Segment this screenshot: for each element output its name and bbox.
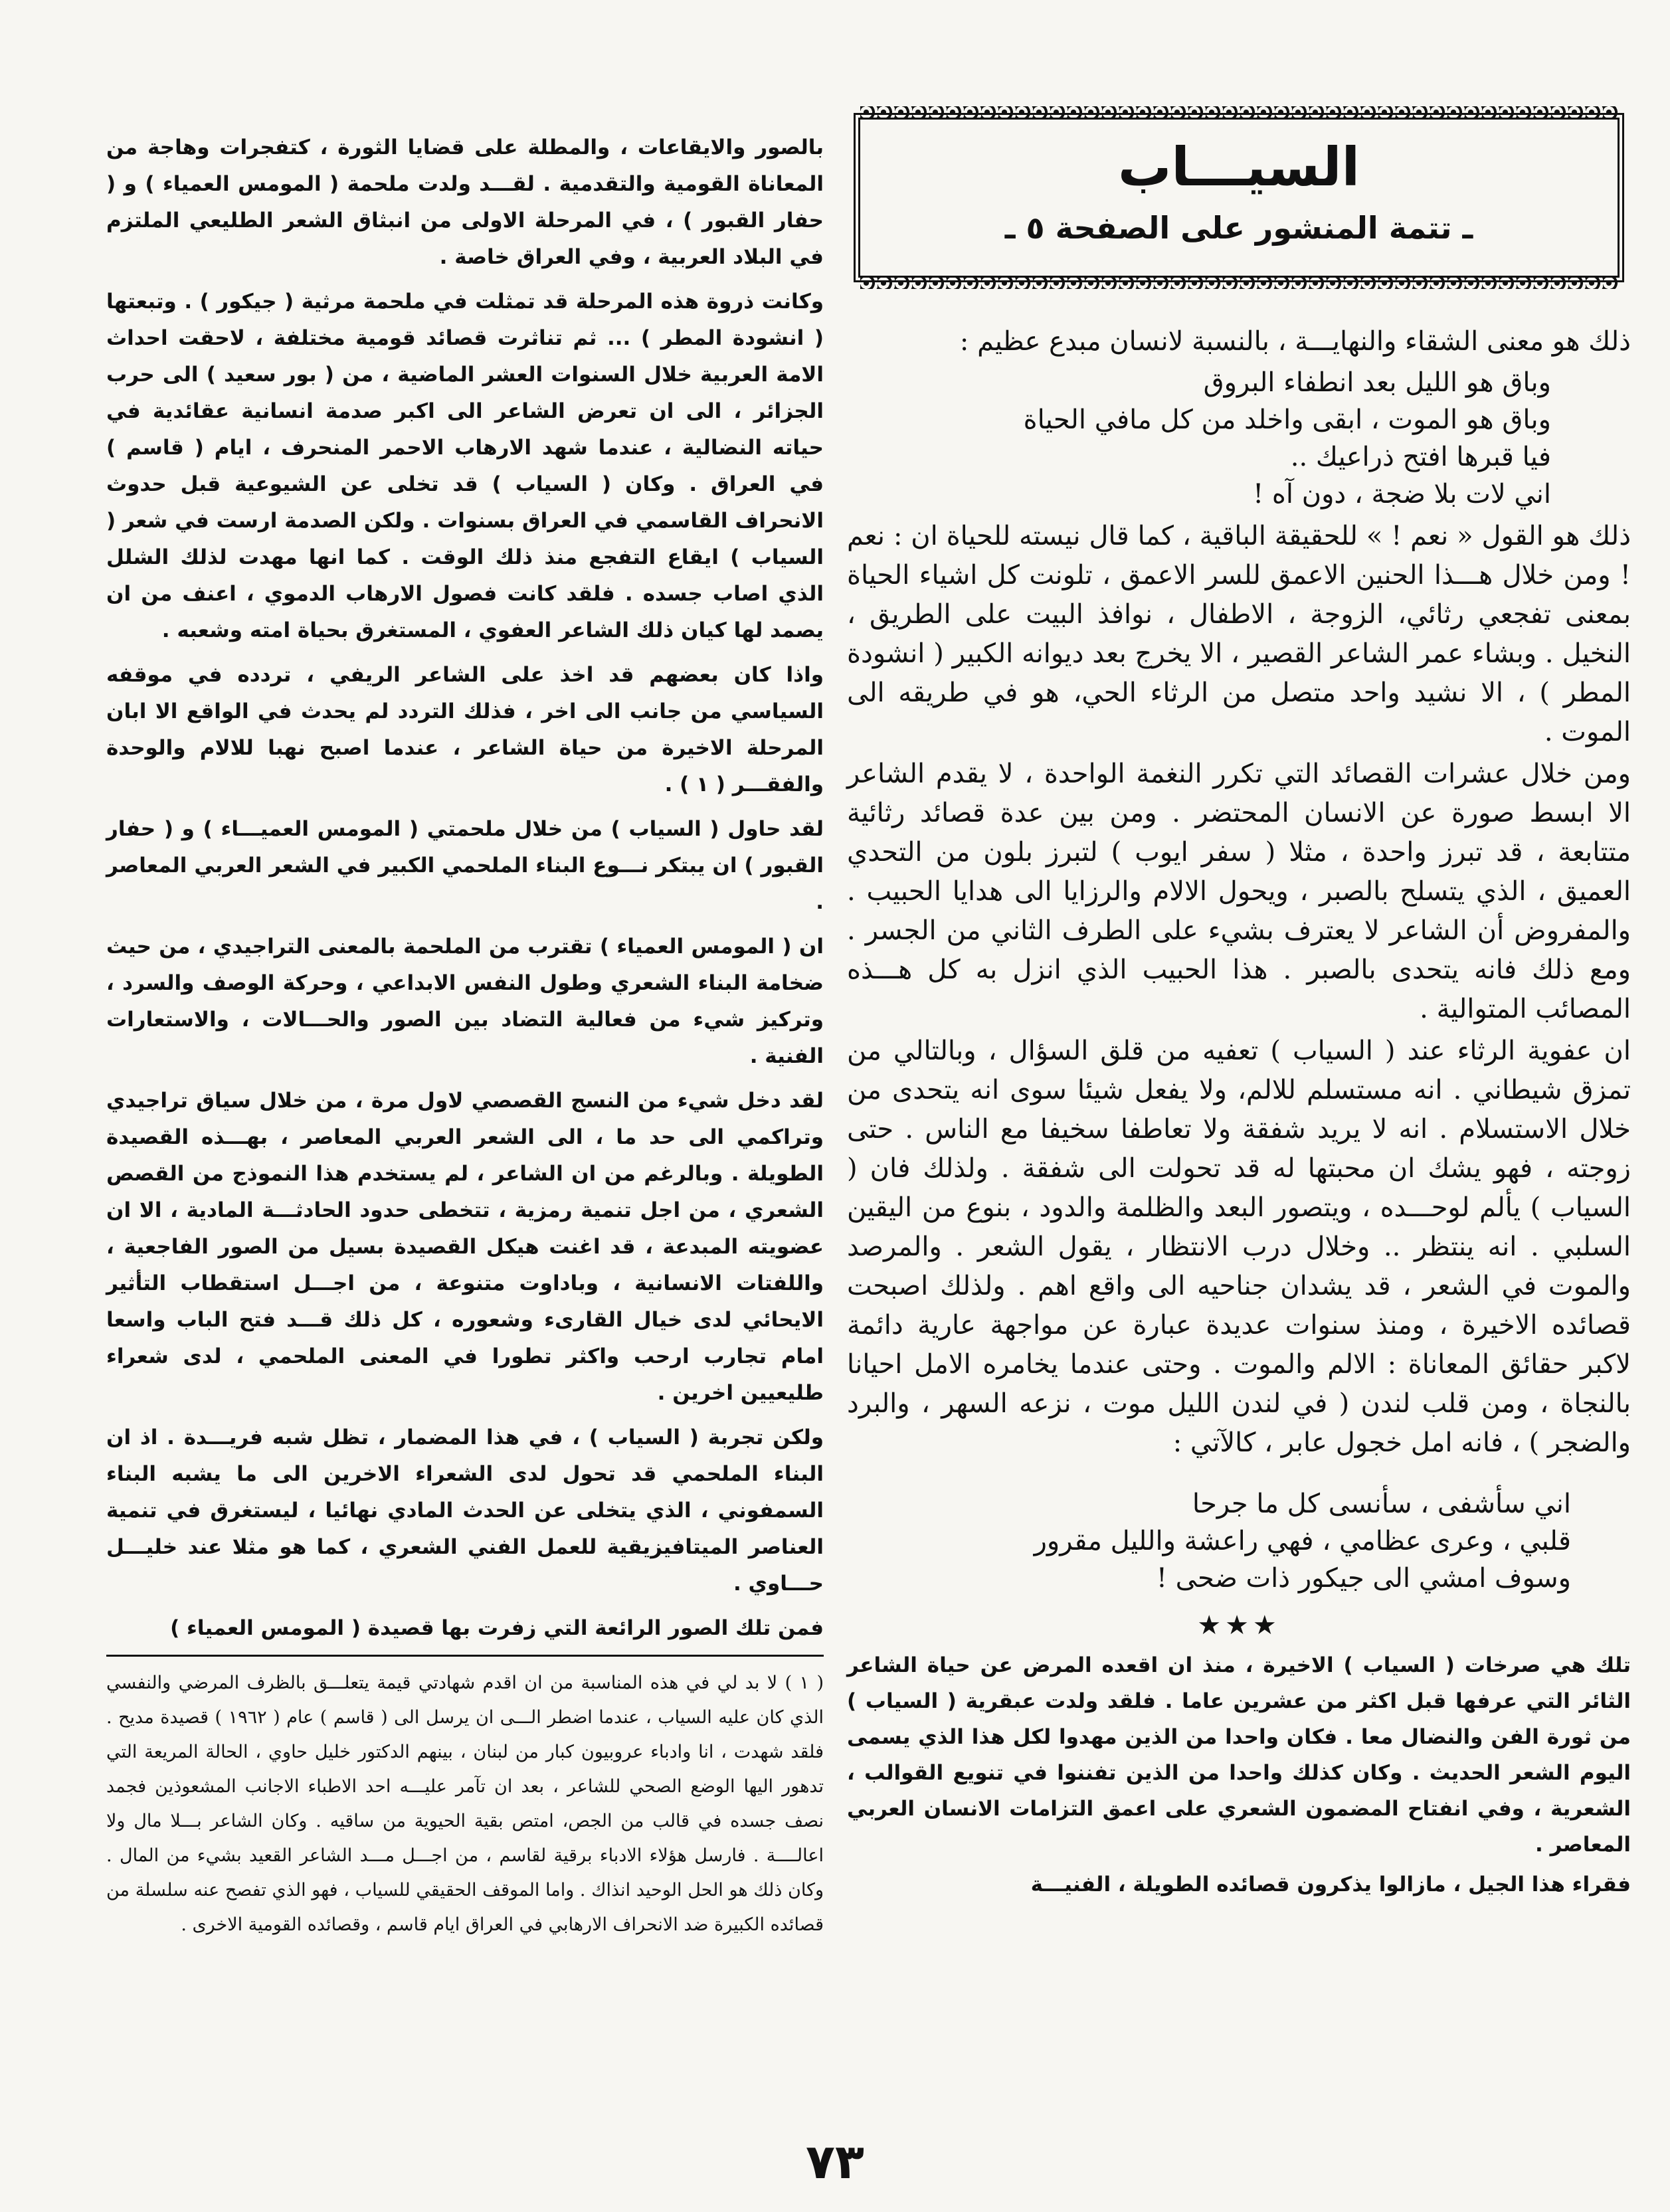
right-column <box>847 113 1631 1906</box>
paragraph: ولكن تجربة ( السياب ) ، في هذا المضمار ، تظل شبه فريـــدة . اذ ان البناء الملحمي قد تحول لدى الشعراء الاخرين الى ما يشبه البناء السمفوني ، الذي يتخلى عن الحدث المادي نهائيا ، ليستغرق في تنمية العناصر الميتافيزيقية للعمل الفني الشعري ، كما هو مثلا عند خليـــل حـــاوي . <box>106 1426 824 1596</box>
verse-line: وباق هو الليل بعد انطفاء البروق <box>1203 367 1551 398</box>
footnote-text: ( ١ ) لا بد لي في هذه المناسبة من ان اقدم شهادتي قيمة يتعلـــق بالظرف المرضي والنفسي الذي كان عليه السياب ، عندما اضطر الـــى ان يرسل الى ( قاسم ) عام ( ١٩٦٢ ) قصيدة مديح . فلقد شهدت ، انا وادباء عروبيون كبار من لبنان ، بينهم الدكتور خليل حاوي ، الحالة المريعة التي تدهور اليها الوضع الصحي للشاعر ، بعد ان تآمر عليـــه احد الاطباء الاجانب المشعوذين فجمد نصف جسده في قالب من الجص، امتص بقية الحيوية من ساقيه . وكان الشاعر بـــلا مال ولا اعالــــة . فارسل هؤلاء الادباء برقية لقاسم ، من اجـــل مـــد الشاعر القعيد بشيء من المال . وكان ذلك هو الحل الوحيد انذاك . واما الموقف الحقيقي للسياب ، فهو الذي تفصح عنه سلسلة من قصائده الكبيرة ضد الانحراف الارهابي في العراق ايام قاسم ، وقصائده القومية الاخرى . <box>106 1673 824 1935</box>
left-column <box>106 130 824 1942</box>
verse-block-2 <box>847 1485 1631 1597</box>
article-subtitle: ـ تتمة المنشور على الصفحة ٥ ـ <box>1004 210 1473 246</box>
paragraph: واذا كان بعضهم قد اخذ على الشاعر الريفي ، تردده في موقفه السياسي من جانب الى اخر ، فذلك التردد لم يحدث في الواقع الا ابان المرحلة الاخيرة من حياة الشاعر ، عندما اصبح نهبا للالام والوحدة والفقـــر ( ١ ) . <box>106 663 824 796</box>
page-number: ٧٣ <box>806 2134 864 2189</box>
paragraph: ان ( المومس العمياء ) تقترب من الملحمة بالمعنى التراجيدي ، من حيث ضخامة البناء الشعري وطول النفس الابداعي ، وحركة الوصف والسرد ، وتركيز شيء من فعالية التضاد بين الصور والحـــالات ، والاستعارات الفنية . <box>106 935 824 1068</box>
verse-line: قلبي ، وعرى عظامي ، فهي راعشة والليل مقرور <box>1034 1526 1571 1556</box>
paragraph: بالصور والايقاعات ، والمطلة على قضايا الثورة ، كتفجرات وهاجة من المعاناة القومية والتقدمية . لقـــد ولدت ملحمة ( المومس العمياء ) و ( حفار القبور ) ، في المرحلة الاولى من انبثاق الشعر الطليعي الملتزم في البلاد العربية ، وفي العراق خاصة . <box>106 136 824 269</box>
intro-paragraph: ذلك هو معنى الشقاء والنهايـــة ، بالنسبة لانسان مبدع عظيم : <box>959 326 1631 357</box>
ornament-border-bottom <box>860 277 1618 289</box>
section-separator-stars: ★★★ <box>1197 1610 1281 1641</box>
left-column-prose <box>106 130 824 1647</box>
paragraph: لقد دخل شيء من النسج القصصي لاول مرة ، من خلال سياق تراجيدي وتراكمي الى حد ما ، الى الشعر العربي المعاصر ، بهـــذه القصيدة الطويلة . وبالرغم من ان الشاعر ، لم يستخدم هذا النموذج من القصص الشعري ، من اجل تنمية رمزية ، تتخطى حدود الحادثـــة المادية ، الا ان عضويته المبدعة ، قد اغنت هيكل القصيدة بسيل من الصور الفاجعية ، واللفتات الانسانية ، وباداوت متنوعة ، من اجـــل استقطاب التأثير الايحائي لدى خيال القارىء وشعوره ، كل ذلك قـــد فتح الباب واسعا امام تجارب ارحب واكثر تطورا في المعنى الملحمي ، لدى شعراء طليعيين اخرين . <box>106 1089 824 1405</box>
footnote-divider <box>106 1655 824 1657</box>
paragraph: تلك هي صرخات ( السياب ) الاخيرة ، منذ ان اقعده المرض عن حياة الشاعر الثائر التي عرفها قبل اكثر من عشرين عاما . فلقد ولدت عبقرية ( السياب ) من ثورة الفن والنضال معا . فكان واحدا من الذين مهدوا لكل هذا الذي يسمى اليوم الشعر الحديث . وكان كذلك واحدا من الذين تفننوا في تنويع القوالب ، الشعرية ، وفي انفتاح المضمون الشعري على اعمق التزامات الانسان العربي المعاصر . <box>847 1653 1631 1857</box>
paragraph: ومن خلال عشرات القصائد التي تكرر النغمة الواحدة ، لا يقدم الشاعر الا ابسط صورة عن الانسان المحتضر . ومن بين عدة قصائد رثائية متتابعة ، قد تبرز واحدة ، مثلا ( سفر ايوب ) لتبرز بلون من التحدي العميق ، الذي يتسلح بالصبر ، ويحول الالام والرزايا الى هدايا الحبيب . والمفروض أن الشاعر لا يعترف بشيء على الطرف الثاني من الجسر . ومع ذلك فانه يتحدى بالصبر . هذا الحبيب الذي انزل به كل هـــذه المصائب المتوالية . <box>847 759 1631 1024</box>
right-column-bold-prose <box>847 1647 1631 1902</box>
verse-line: وباق هو الموت ، ابقى واخلد من كل مافي الحياة <box>1023 405 1551 435</box>
verse-line: وسوف امشي الى جيكور ذات ضحى ! <box>1156 1563 1571 1594</box>
paragraph: ذلك هو القول « نعم ! » للحقيقة الباقية ، كما قال نيسته للحياة ان : نعم ! ومن خلال هـــذا الحنين الاعمق للسر الاعمق ، تلونت كل اشياء الحياة بمعنى تفجعي رثائي، الزوجة ، الاطفال ، نوافذ البيت على الطريق ، النخيل . وبشاء عمر الشاعر القصير ، الا يخرج بعد ديوانه الكبير ( انشودة المطر ) ، الا نشيد واحد متصل من الرثاء الحي، هو في طريقه الى الموت . <box>847 521 1631 747</box>
paragraph: وكانت ذروة هذه المرحلة قد تمثلت في ملحمة مرثية ( جيكور ) . وتبعتها ( انشودة المطر ) ... ثم تناثرت قصائد قومية مختلفة ، لاحقت احداث الامة العربية خلال السنوات العشر الماضية ، من ( بور سعيد ) الى حرب الجزائر ، الى ان تعرض الشاعر الى اكبر صدمة انسانية عقائدية في حياته النضالية ، عندما شهد الارهاب الاحمر المنحرف ، ايام ( قاسم ) في العراق . وكان ( السياب ) قد تخلى عن الشيوعية قبل حدوث الانحراف القاسمي في العراق بسنوات . ولكن الصدمة ارست في شعر ( السياب ) ايقاع التفجع منذ ذلك الوقت . كما انها مهدت لذلك الشلل الذي اصاب جسده . فلقد كانت فصول الارهاب الدموي ، اعنف من ان يصمد لها كيان ذلك الشاعر العفوي ، المستغرق بحياة امته وشعبه . <box>106 290 824 642</box>
verse-line: اني لات بلا ضجة ، دون آه ! <box>1253 479 1551 509</box>
paragraph: فقراء هذا الجيل ، مازالوا يذكرون قصائده الطويلة ، الفنيـــة <box>1030 1873 1631 1896</box>
paragraph: لقد حاول ( السياب ) من خلال ملحمتي ( المومس العميـــاء ) و ( حفار القبور ) ان يبتكر نـــوع البناء الملحمي الكبير في الشعر العربي المعاصر . <box>106 817 824 914</box>
paragraph: ان عفوية الرثاء عند ( السياب ) تعفيه من قلق السؤال ، وبالتالي من تمزق شيطاني . انه مستسلم للالم، ولا يفعل شيئا سوى انه يتحدى من خلال الاستسلام . انه لا يريد شفقة ولا تعاطفا سخيفا مع الناس . حتى زوجته ، فهو يشك ان محبتها له قد تحولت الى شفقة . ولذلك فان ( السياب ) يألم لوحـــده ، ويتصور البعد والظلمة والدود ، بنوع من اليقين السلبي . انه ينتظر .. وخلال درب الانتظار ، يقول الشعر . والمرصد والموت في الشعر ، قد يشدان جناحيه الى واقع اهم . ولذلك اصبحت قصائده الاخيرة ، ومنذ سنوات عديدة عبارة عن مواجهة عارية دائمة لاكبر حقائق المعاناة : الالم والموت . وحتى عندما يخامره الامل احيانا بالنجاة ، ومن قلب لندن ( في لندن الليل موت ، نزعه السهر ، والبرد والضجر ) ، فانه امل خجول عابر ، كالآتي : <box>847 1036 1631 1458</box>
verse-block-1 <box>847 364 1631 513</box>
verse-line: اني سأشفى ، سأنسى كل ما جرحا <box>1192 1489 1571 1519</box>
article-title: السيـــاب <box>1118 136 1360 198</box>
article-title-box <box>854 113 1624 282</box>
paragraph: فمن تلك الصور الرائعة التي زفرت بها قصيدة ( المومس العمياء ) <box>170 1616 824 1640</box>
footnote <box>106 1666 824 1942</box>
verse-line: فيا قبرها افتح ذراعيك .. <box>1290 442 1551 472</box>
ornament-border-top <box>860 106 1618 118</box>
right-column-prose <box>847 322 1631 1597</box>
